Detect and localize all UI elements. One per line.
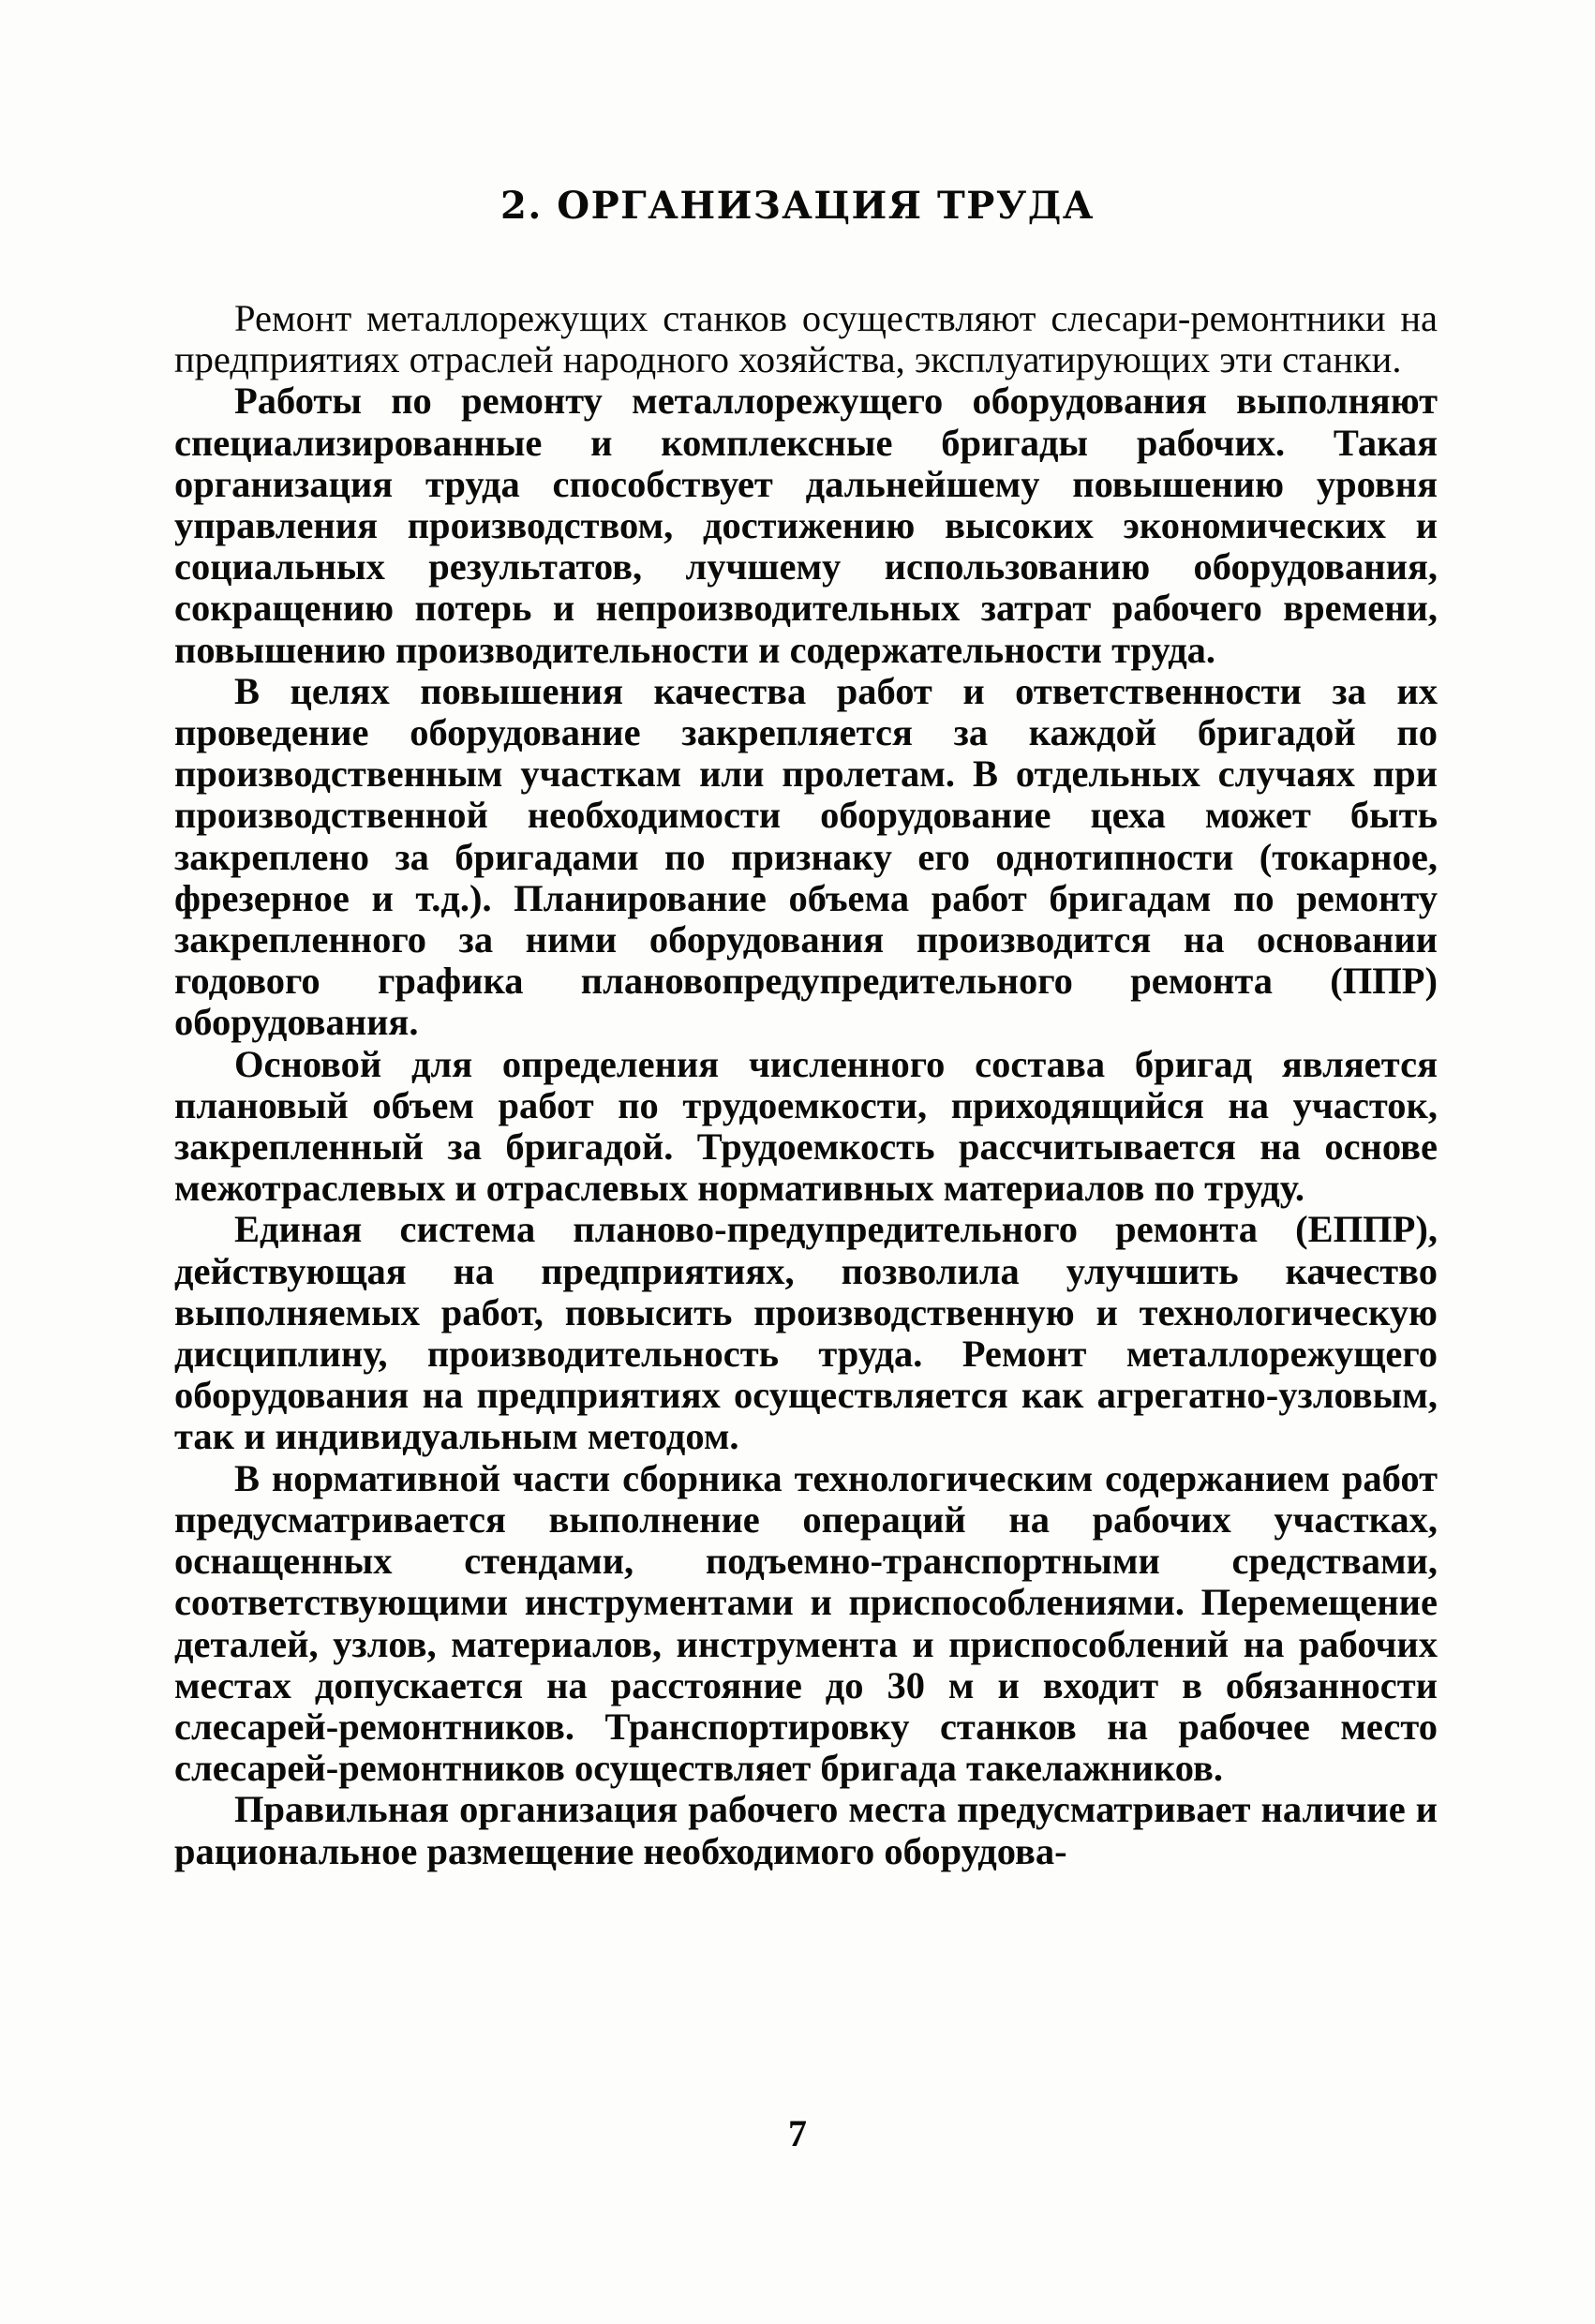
- paragraph-1: Ремонт металлорежущих станков осуществляют слесари-ремонтники на предприятиях отраслей народного хозяйства, эксплуатирующих эти станки.: [174, 297, 1438, 381]
- paragraph-5: Единая система планово-предупредительного ремонта (ЕППР), действующая на предприятиях, позволила улучшить качество выполняемых работ, повысить производственную и технологическую дисциплину, производительность труда. Ремонт металлорежущего оборудования на предприятиях осуществляется как агрегатно-узловым, так и индивидуальным методом.: [174, 1208, 1438, 1458]
- paragraph-7: Правильная организация рабочего места предусматривает наличие и рациональное размещение необходимого оборудова-: [174, 1788, 1438, 1872]
- paragraph-6: В нормативной части сборника технологическим содержанием работ предусматривается выполнение операций на рабочих участках, оснащенных стендами, подъемно-транспортными средствами, соответствующими инструментами и приспособлениями. Перемещение деталей, узлов, материалов, инструмента и приспособлений на рабочих местах допускается на расстояние до 30 м и входит в обязанности слесарей-ремонтников. Транспортировку станков на рабочее место слесарей-ремонтников осуществляет бригада такелажников.: [174, 1456, 1438, 1790]
- paragraph-4: Основой для определения численного состава бригад является плановый объем работ по трудоемкости, приходящийся на участок, закрепленный за бригадой. Трудоемкость рассчитывается на основе межотраслевых и отраслевых нормативных материалов по труду.: [174, 1042, 1438, 1210]
- page-number: 7: [788, 2112, 807, 2154]
- section-heading: 2. ОРГАНИЗАЦИЯ ТРУДА: [500, 184, 1095, 228]
- paragraph-2: Работы по ремонту металлорежущего оборудования выполняют специализированные и комплексные бригады рабочих. Такая организация труда способствует дальнейшему повышению уровня управления производством, достижению высоких экономических и социальных результатов, лучшему использованию оборудования, сокращению потерь и непроизводительных затрат рабочего времени, повышению производительности и содержательности труда.: [174, 380, 1438, 671]
- body-text: [174, 298, 1438, 1872]
- paragraph-3: В целях повышения качества работ и ответственности за их проведение оборудование закрепляется за каждой бригадой по производственным участкам или пролетам. В отдельных случаях при производственной необходимости оборудование цеха может быть закреплено за бригадами по признаку его однотипности (токарное, фрезерное и т.д.). Планирование объема работ бригадам по ремонту закрепленного за ними оборудования производится на основании годового графика плановопредупредительного ремонта (ППР) оборудования.: [174, 669, 1438, 1044]
